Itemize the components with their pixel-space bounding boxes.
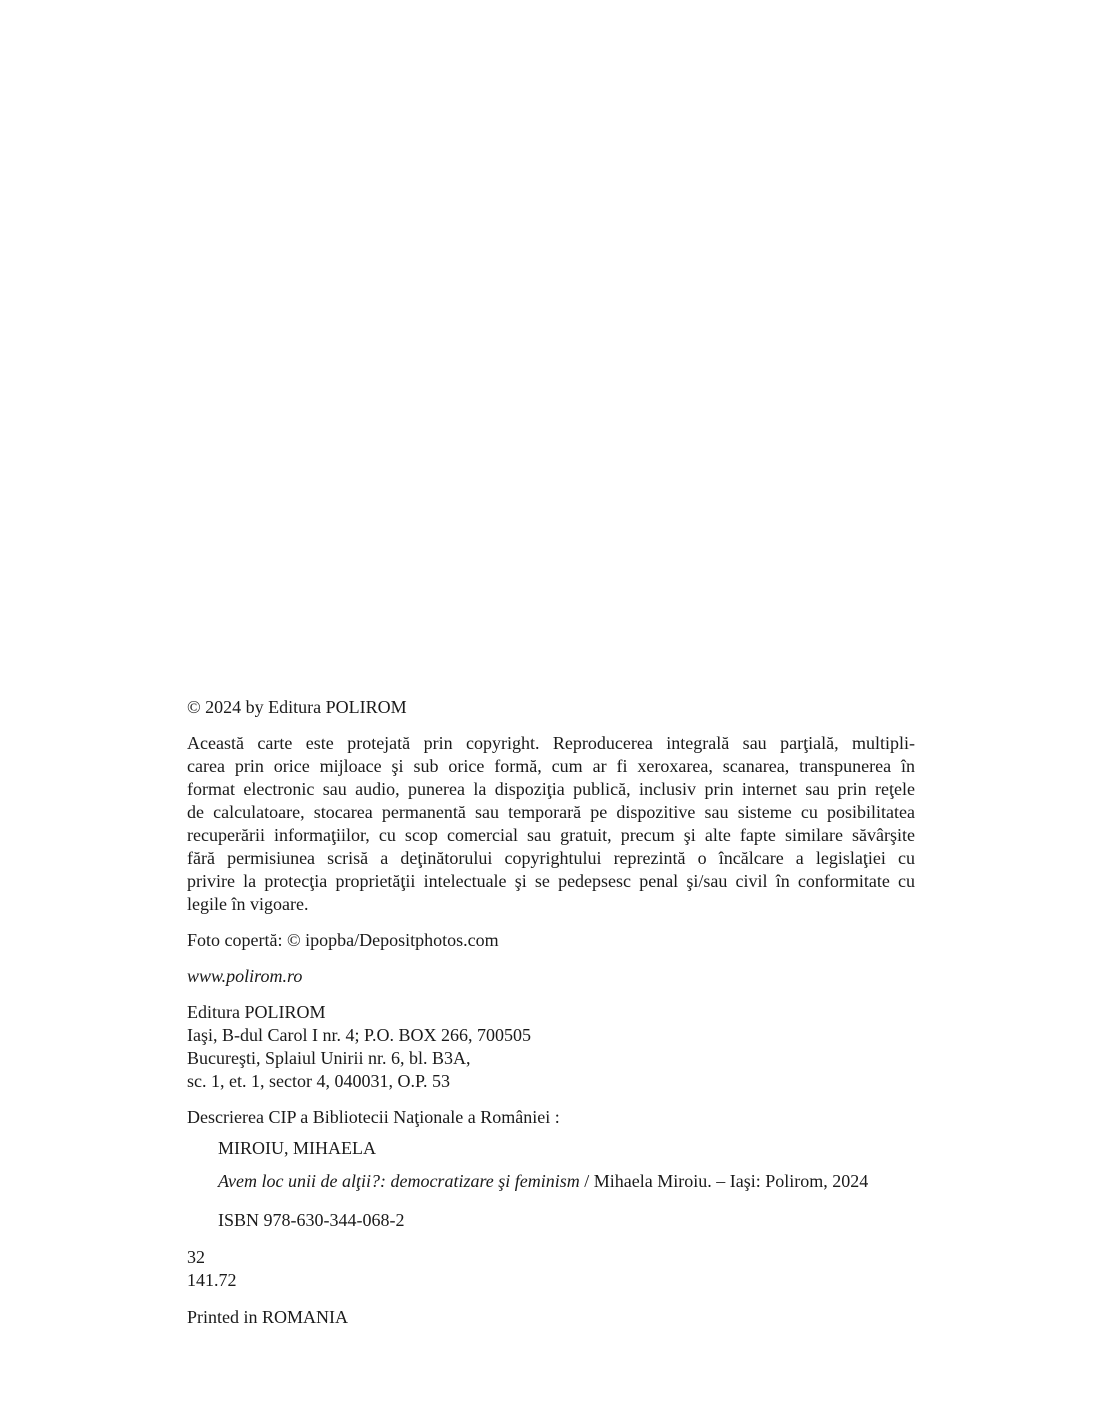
cip-heading: Descrierea CIP a Bibliotecii Naţionale a României : — [187, 1107, 560, 1127]
notice-line: privire la protecţia proprietăţii intelectuale şi se pedepsesc penal şi/sau civil în conformitate cu — [187, 871, 915, 891]
publisher-name: Editura POLIROM — [187, 1002, 326, 1022]
photo-credit: Foto copertă: © ipopba/Depositphotos.com — [187, 930, 499, 950]
notice-line: recuperării informaţiilor, cu scop comercial sau gratuit, precum şi alte fapte similare săvârşite — [187, 825, 915, 845]
cip-block — [187, 1106, 915, 1292]
cip-isbn: ISBN 978-630-344-068-2 — [218, 1210, 405, 1230]
cip-title — [187, 1170, 915, 1193]
copyright-page — [187, 696, 915, 1342]
cip-author: MIROIU, MIHAELA — [218, 1138, 376, 1158]
publisher-address-line: Bucureşti, Splaiul Unirii nr. 6, bl. B3A, — [187, 1048, 471, 1068]
printed-in: Printed in ROMANIA — [187, 1307, 348, 1327]
publisher-address-line: sc. 1, et. 1, sector 4, 040031, O.P. 53 — [187, 1071, 450, 1091]
notice-line: fără permisiunea scrisă a deţinătorului copyrightului reprezintă o încălcare a legislaţiei cu — [187, 848, 915, 868]
notice-line: legile în vigoare. — [187, 894, 309, 914]
cip-class-code: 32 — [187, 1247, 205, 1267]
cip-title-rest: / Mihaela Miroiu. – Iaşi: Polirom, 2024 — [579, 1171, 869, 1191]
publisher-address-line: Iaşi, B-dul Carol I nr. 4; P.O. BOX 266, 700505 — [187, 1025, 531, 1045]
copyright-notice — [187, 732, 915, 916]
notice-line: Această carte este protejată prin copyright. Reproducerea integrală sau parţială, multipli- — [187, 733, 915, 753]
notice-line: format electronic sau audio, punerea la dispoziţia publică, inclusiv prin internet sau prin reţele — [187, 779, 915, 799]
cip-class-code: 141.72 — [187, 1270, 237, 1290]
website-link[interactable]: www.polirom.ro — [187, 966, 303, 986]
cip-title-italic: Avem loc unii de alţii?: democratizare şi feminism — [218, 1171, 580, 1191]
notice-line: carea prin orice mijloace şi sub orice formă, cum ar fi xeroxarea, scanarea, transpunerea în — [187, 756, 915, 776]
notice-line: de calculatoare, stocarea permanentă sau temporară pe dispozitive sau sisteme cu posibilitatea — [187, 802, 915, 822]
copyright-line: © 2024 by Editura POLIROM — [187, 697, 407, 717]
publisher-block — [187, 1001, 915, 1093]
